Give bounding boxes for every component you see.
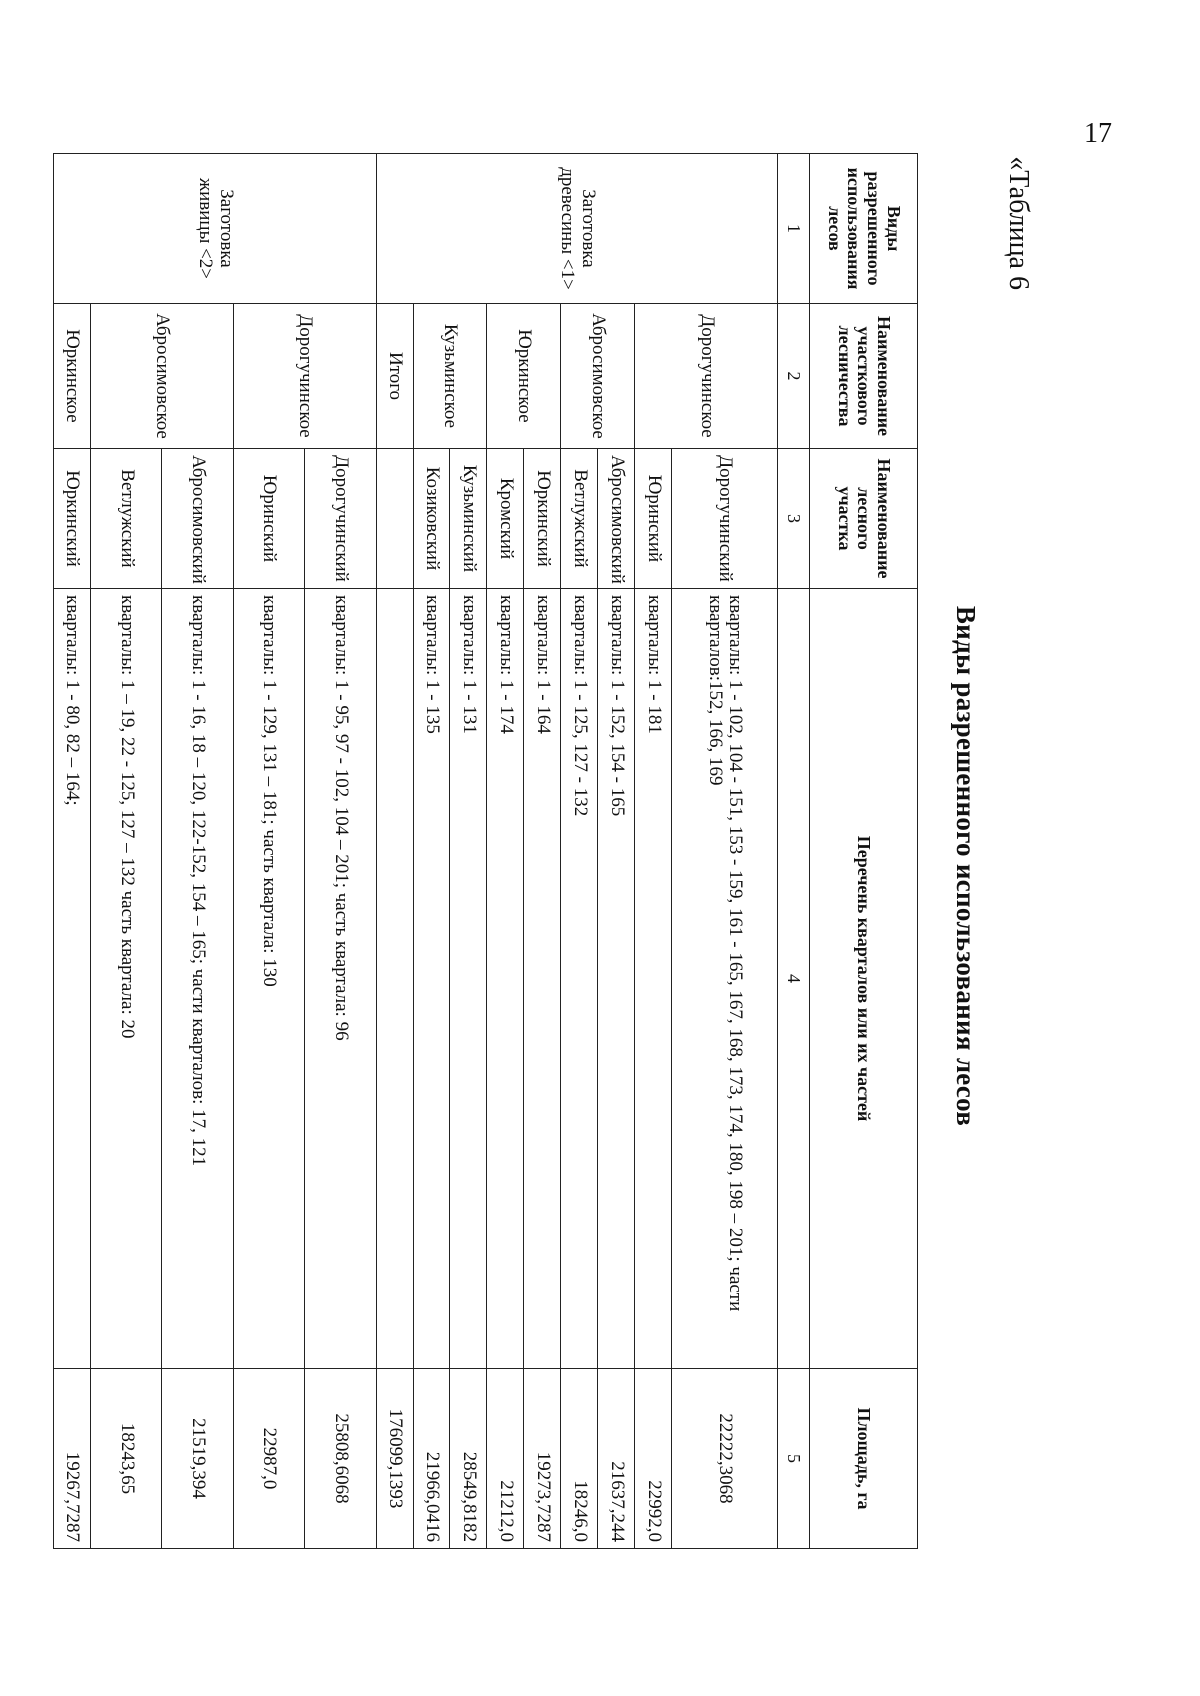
district-cell: Дорогучинское — [635, 304, 778, 449]
quarters-cell: кварталы: 1 - 174 — [487, 589, 524, 1369]
total-area: 176099,1393 — [376, 1369, 413, 1549]
district-cell: Абросимовское — [561, 304, 635, 449]
quarters-cell: кварталы: 1 - 125, 127 - 132 — [561, 589, 598, 1369]
column-number: 1 — [778, 154, 810, 304]
plot-cell: Кузьминский — [450, 449, 487, 589]
district-cell: Юркинское — [54, 304, 91, 449]
header-area: Площадь, га — [810, 1369, 918, 1549]
quarters-cell: кварталы: 1 - 80, 82 – 164; — [54, 589, 91, 1369]
plot-cell: Абросимовский — [162, 449, 233, 589]
plot-cell: Кромский — [487, 449, 524, 589]
area-cell: 21637,244 — [598, 1369, 635, 1549]
header-district: Наименование участкового лесничества — [810, 304, 918, 449]
area-cell: 19267,7287 — [54, 1369, 91, 1549]
plot-cell: Ветлужский — [561, 449, 598, 589]
district-cell: Юркинское — [487, 304, 561, 449]
empty-cell — [376, 449, 413, 589]
empty-cell — [376, 589, 413, 1369]
area-cell: 18246,0 — [561, 1369, 598, 1549]
table-reference: «Таблица 6 — [1003, 156, 1034, 290]
area-cell: 22987,0 — [233, 1369, 304, 1549]
quarters-cell: кварталы: 1 - 131 — [450, 589, 487, 1369]
page-number: 17 — [1084, 118, 1112, 149]
forest-use-table — [53, 153, 918, 1548]
quarters-cell: кварталы: 1 – 19, 22 - 125, 127 – 132 часть квартала: 20 — [91, 589, 162, 1369]
quarters-cell: кварталы: 1 - 95, 97 - 102, 104 – 201; часть квартала: 96 — [305, 589, 376, 1369]
quarters-cell: кварталы: 1 - 129, 131 – 181; часть квартала: 130 — [233, 589, 304, 1369]
area-cell: 21519,394 — [162, 1369, 233, 1549]
column-number: 3 — [778, 449, 810, 589]
area-cell: 22222,3068 — [672, 1369, 778, 1549]
quarters-cell: кварталы: 1 - 164 — [524, 589, 561, 1369]
column-number: 5 — [778, 1369, 810, 1549]
area-cell: 25808,6068 — [305, 1369, 376, 1549]
area-cell: 22992,0 — [635, 1369, 672, 1549]
quarters-cell: кварталы: 1 - 152, 154 - 165 — [598, 589, 635, 1369]
total-label: Итого — [376, 304, 413, 449]
district-cell: Кузьминское — [413, 304, 487, 449]
plot-cell: Юркинский — [54, 449, 91, 589]
header-use-type: Виды разрешенного использования лесов — [810, 154, 918, 304]
district-cell: Дорогучинское — [233, 304, 376, 449]
plot-cell: Ветлужский — [91, 449, 162, 589]
area-cell: 21212,0 — [487, 1369, 524, 1549]
header-plot: Наименование лесного участка — [810, 449, 918, 589]
column-number: 4 — [778, 589, 810, 1369]
area-cell: 18243,65 — [91, 1369, 162, 1549]
plot-cell: Юркинский — [524, 449, 561, 589]
quarters-cell: кварталы: 1 - 102, 104 - 151, 153 - 159, 161 - 165, 167, 168, 173, 174, 180, 198 – 201; части кварталов:152, 166, 169 — [672, 589, 778, 1369]
use-type-cell: Заготовка живицы <2> — [54, 154, 377, 304]
column-number: 2 — [778, 304, 810, 449]
area-cell: 28549,8182 — [450, 1369, 487, 1549]
area-cell: 19273,7287 — [524, 1369, 561, 1549]
use-type-cell: Заготовка древесины <1> — [376, 154, 777, 304]
quarters-cell: кварталы: 1 - 181 — [635, 589, 672, 1369]
area-cell: 21966,0416 — [413, 1369, 450, 1549]
plot-cell: Юринский — [233, 449, 304, 589]
plot-cell: Козиковский — [413, 449, 450, 589]
header-quarters: Перечень кварталов или их частей — [810, 589, 918, 1369]
quarters-cell: кварталы: 1 - 135 — [413, 589, 450, 1369]
plot-cell: Абросимовский — [598, 449, 635, 589]
plot-cell: Дорогучинский — [672, 449, 778, 589]
district-cell: Абросимовское — [91, 304, 234, 449]
page-title: Виды разрешенного использования лесов — [951, 605, 981, 1127]
quarters-cell: кварталы: 1 - 16, 18 – 120, 122-152, 154 – 165; части кварталов: 17, 121 — [162, 589, 233, 1369]
plot-cell: Дорогучинский — [305, 449, 376, 589]
plot-cell: Юринский — [635, 449, 672, 589]
